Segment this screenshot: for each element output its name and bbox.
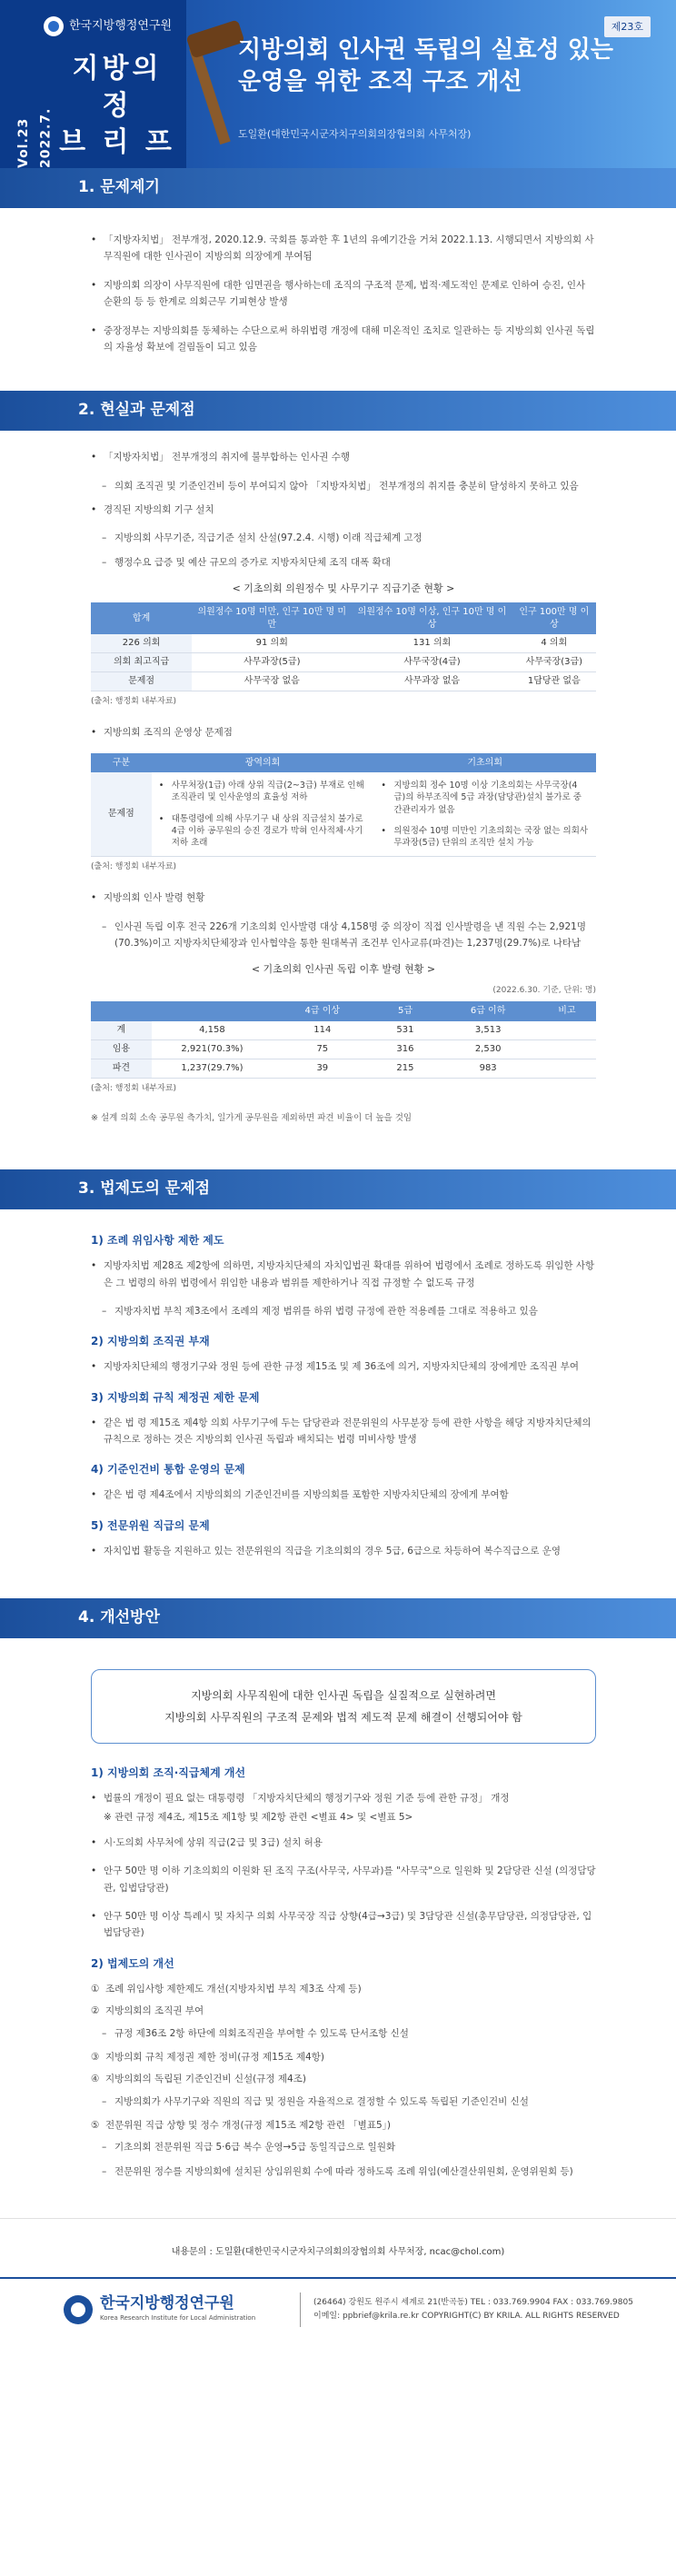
s3-bullet-5: • 자치입법 활동을 지원하고 있는 전문위원의 직급을 기초의회의 경우 5급, 6급으로 차등하여 복수직급으로 운영	[91, 1543, 596, 1559]
table-cell: 문제점	[91, 772, 152, 857]
section-2-body	[0, 431, 676, 1169]
table-cell: 3,513	[438, 1021, 537, 1040]
table-cell: 75	[273, 1039, 372, 1059]
key-message-line2: 지방의회 사무직원의 구조적 문제와 법적 제도적 문제 해결이 선행되어야 함	[164, 1711, 522, 1725]
s4-heading-2: 2) 법제도의 개선	[91, 1956, 174, 1970]
s4-bullet-1: • 법률의 개정이 필요 없는 대통령령 「지방자치단체의 행정기구와 정원 기준 등에 관한 규정」 개정	[91, 1790, 596, 1806]
s2-dash-1: – 의회 조직권 및 기준인건비 등이 부여되지 않아 「지방자치법」 전부개정의 취지를 충분히 달성하지 못하고 있음	[102, 478, 596, 494]
item-text: 전문위원 직급 상향 및 정수 개정(규정 제15조 제2항 관련 「별표5」)	[105, 2120, 391, 2132]
table-cell: 316	[372, 1039, 438, 1059]
s3-heading-2: 2) 지방의회 조직권 부재	[91, 1335, 210, 1348]
table-3-unit: (2022.6.30. 기준, 단위: 명)	[492, 985, 596, 995]
section-3-body	[0, 1209, 676, 1598]
t2-cell-item: • 지방의회 정수 10명 이상 기초의회는 사무국장(4급)의 하부조직에 5급 과장(담당관)설치 불가로 중간관리자가 없음	[381, 780, 589, 816]
s4-item-5	[91, 2117, 596, 2133]
table-row	[91, 1039, 596, 1059]
section-1-header: 1. 문제제기	[0, 168, 676, 208]
s2-bullet-2: • 경직된 지방의회 기구 설치	[91, 502, 596, 518]
table-1-source: (출처: 행정회 내부자료)	[91, 697, 177, 707]
s4-item-2	[91, 2003, 596, 2019]
s4-bullet-1-note: ※ 관련 규정 제4조, 제15조 제1항 및 제2항 관련 <별표 4> 및 <별표 5>	[104, 1811, 413, 1823]
s2-bullet-3: • 지방의회 조직의 운영상 문제점	[91, 724, 596, 741]
t2-cell-item: • 대통령령에 의해 사무기구 내 상위 직급설치 불가로 4급 이하 공무원의 승진 경로가 막혀 인사적체·사기 저하 초래	[159, 813, 367, 850]
item-number: ④	[91, 2074, 100, 2085]
s3-bullet-2: • 지방자치단체의 행정기구와 정원 등에 관한 규정 제15조 및 제 36조에 의거, 지방자치단체의 장에게만 조직권 부여	[91, 1358, 596, 1375]
table-cell	[152, 772, 374, 857]
institute-logo-icon	[64, 2295, 93, 2324]
s3-heading-5: 5) 전문위원 직급의 문제	[91, 1518, 210, 1532]
item-number: ⑤	[91, 2120, 100, 2132]
table-cell: 임용	[91, 1039, 152, 1059]
s3-heading-4: 4) 기준인건비 통합 운영의 문제	[91, 1463, 245, 1477]
s4-bullet-4: • 안구 50만 명 이상 특례시 및 자치구 의회 사무국장 직급 상향(4급→3급) 및 3담당관 신설(총무담당관, 의정담당관, 입법담당관)	[91, 1908, 596, 1942]
footer-divider	[300, 2293, 301, 2327]
table-row	[91, 1021, 596, 1040]
table-1-title: < 기초의회 의원정수 및 사무기구 직급기준 현황 >	[232, 582, 455, 595]
footer-logo-text	[100, 2295, 255, 2324]
item-number: ③	[91, 2051, 100, 2063]
t1-header: 의원정수 10명 이상, 인구 10만 명 이상	[352, 602, 512, 634]
s3-dash-1: – 지방자치법 부칙 제3조에서 조례의 제정 범위를 하위 법령 규정에 관한 적용례를 그대로 적용하고 있음	[102, 1303, 596, 1319]
table-cell: 983	[438, 1059, 537, 1078]
section-3-header: 3. 법제도의 문제점	[0, 1169, 676, 1209]
table-row	[91, 653, 596, 672]
item-text: 조례 위임사항 제한제도 개선(지방자치법 부칙 제3조 삭제 등)	[105, 1983, 362, 1994]
t1-header: 의원정수 10명 미만, 인구 10만 명 미만	[192, 602, 352, 634]
s4-bullet-2: • 시·도의회 사무처에 상위 직급(2급 및 3급) 설치 허용	[91, 1835, 596, 1851]
header-left-panel	[0, 0, 186, 168]
table-3-title: < 기초의회 인사권 독립 이후 발령 현황 >	[251, 963, 436, 976]
brief-title	[58, 51, 176, 162]
section-4-body	[0, 1638, 676, 2218]
s4-bullet-3: • 안구 50만 명 이하 기초의회의 이원화 된 조직 구조(사무국, 사무과)를 "사무국"으로 일원화 및 2담당관 신설 (의정담당관, 입법담당관)	[91, 1863, 596, 1896]
t1-header: 인구 100만 명 이상	[512, 602, 596, 634]
org-logo-icon	[44, 16, 64, 36]
item-text: 지방의회의 조직권 부여	[105, 2005, 204, 2017]
issue-badge: 제23호	[604, 16, 651, 37]
table-cell: 사무과장(5급)	[192, 653, 352, 672]
s3-bullet-1: • 지방자치법 제28조 제2항에 의하면, 지방자치단체의 자치입법권 확대를 위하여 법령에서 조례로 정하도록 위임한 사항은 그 법령의 하위 법령에서 위임한 내용과 범위를 제한하거나 직접 규정할 수 없도록 규정	[91, 1258, 596, 1291]
s1-bullet-1: • 「지방자치법」 전부개정, 2020.12.9. 국회를 통과한 후 1년의 유예기간을 거쳐 2022.1.13. 시행되면서 지방의회 사무직원에 대한 인사권이 지방의회 의장에게 부여됨	[91, 232, 596, 265]
s1-bullet-2: • 지방의회 의장이 사무직원에 대한 임면권을 행사하는데 조직의 구조적 문제, 법적·제도적인 문제로 인하여 승진, 인사 순환의 등 등 한계로 의회근무 기피현상 발생	[91, 277, 596, 311]
org-logo	[44, 16, 172, 37]
table-cell	[538, 1039, 596, 1059]
t2-cell-item: • 의원정수 10명 미만인 기초의회는 국장 없는 의회사무과장(5급) 단위의 조직만 설치 가능	[381, 825, 589, 850]
table-cell: 4 의회	[512, 634, 596, 653]
table-cell: 39	[273, 1059, 372, 1078]
table-cell: 531	[372, 1021, 438, 1040]
footer-logo	[64, 2295, 300, 2324]
org-name: 한국지방행정연구원	[69, 19, 173, 33]
t2-header: 광역의회	[152, 753, 374, 773]
s4-item-5-dash-2: – 전문위원 정수를 지방의회에 설치된 상임위원회 수에 따라 정하도록 조례 위임(예산결산위원회, 운영위원회 등)	[102, 2163, 596, 2180]
t3-header: 5급	[372, 1001, 438, 1021]
institute-name-eng: Korea Research Institute for Local Administration	[100, 2314, 256, 2322]
table-cell: 114	[273, 1021, 372, 1040]
s4-item-2-dash: – 규정 제36조 2항 하단에 의회조직권을 부여할 수 있도록 단서조항 신설	[102, 2025, 596, 2042]
t3-header	[152, 1001, 273, 1021]
item-text: 지방의회의 독립된 기준인건비 신설(규정 제4조)	[105, 2074, 306, 2085]
table-cell: 1,237(29.7%)	[152, 1059, 273, 1078]
key-message-box	[91, 1669, 596, 1744]
page-title	[238, 35, 665, 98]
t2-header: 기초의회	[373, 753, 596, 773]
table-cell: 문제점	[91, 672, 192, 691]
title-line1: 지방의회 인사권 독립의 실효성 있는	[238, 36, 613, 64]
s4-item-4	[91, 2071, 596, 2087]
s2-dash-3: – 행정수요 급증 및 예산 규모의 증가로 지방자치단체 조직 대폭 확대	[102, 554, 596, 571]
brief-title-line1: 지방의정	[72, 53, 163, 122]
t2-header: 구분	[91, 753, 152, 773]
footer-address	[313, 2296, 633, 2322]
title-line2: 운영을 위한 조직 구조 개선	[238, 68, 522, 96]
page-header	[0, 0, 676, 168]
s2-bullet-4: • 지방의회 인사 발령 현황	[91, 890, 596, 906]
s4-item-1	[91, 1981, 596, 1997]
key-message-line1: 지방의회 사무직원에 대한 인사권 독립을 실질적으로 실현하려면	[191, 1689, 496, 1703]
vol-label: Vol.23 2022.7.	[16, 107, 54, 168]
table-cell: 사무과장 없음	[352, 672, 512, 691]
s2-dash-4: – 인사권 독립 이후 전국 226개 기초의회 인사발령 대상 4,158명 중 의장이 직접 인사발령을 낸 직원 수는 2,921명(70.3%)이고 지방자치단체장과 인사협약을 통한 원대복귀 조건부 인사교류(파견)는 1,237명(29.7%)로 나타남	[102, 919, 596, 952]
t2-cell-item: • 사무처장(1급) 아래 상위 직급(2~3급) 부재로 인해 조직관리 및 인사운영의 효율성 저하	[159, 780, 367, 804]
t3-header: 6급 이하	[438, 1001, 537, 1021]
table-cell	[538, 1021, 596, 1040]
table-cell: 계	[91, 1021, 152, 1040]
s4-item-3	[91, 2049, 596, 2065]
table-row	[91, 1059, 596, 1078]
brief-title-line2: 브 리 프	[59, 126, 175, 158]
author: 도일환(대한민국시군자치구의회의장협의회 사무처장)	[238, 128, 472, 140]
table-cell: 사무국장 없음	[192, 672, 352, 691]
s3-heading-3: 3) 지방의회 규칙 제정권 제한 문제	[91, 1390, 260, 1404]
table-cell: 91 의회	[192, 634, 352, 653]
table-cell: 2,921(70.3%)	[152, 1039, 273, 1059]
section-4-header: 4. 개선방안	[0, 1598, 676, 1638]
council-problem-table	[91, 753, 596, 858]
section-2-header: 2. 현실과 문제점	[0, 391, 676, 431]
s3-heading-1: 1) 조례 위임사항 제한 제도	[91, 1234, 224, 1248]
s2-dash-2: – 지방의회 사무기준, 직급기준 설치 산설(97.2.4. 시행) 이래 직급체계 고정	[102, 530, 596, 546]
section-1-body	[0, 208, 676, 391]
t3-header: 4급 이상	[273, 1001, 372, 1021]
table-cell: 사무국장(3급)	[512, 653, 596, 672]
institute-name: 한국지방행정연구원	[100, 2293, 234, 2312]
table-row	[91, 672, 596, 691]
s4-heading-1: 1) 지방의회 조직·직급체계 개선	[91, 1766, 246, 1780]
s2-bullet-1: • 「지방자치법」 전부개정의 취지에 불부합하는 인사권 수행	[91, 449, 596, 465]
s4-item-5-dash-1: – 기초의회 전문위원 직급 5·6급 복수 운영→5급 동일직급으로 일원화	[102, 2139, 596, 2155]
t3-header: 비고	[538, 1001, 596, 1021]
table-2-source: (출처: 행정회 내부자료)	[91, 862, 177, 872]
table-cell: 215	[372, 1059, 438, 1078]
s3-bullet-3: • 같은 법 령 제15조 제4항 의회 사무기구에 두는 담당관과 전문위원의 사무분장 등에 관한 사항을 해당 지방자치단체의 규칙으로 정하는 것은 지방의회 인사권 독립과 배치되는 법령 미비사항 발생	[91, 1415, 596, 1448]
t3-header	[91, 1001, 152, 1021]
appointment-table	[91, 1001, 596, 1079]
table-cell: 226 의회	[91, 634, 192, 653]
page-footer	[0, 2277, 676, 2341]
item-number: ①	[91, 1983, 100, 1994]
table-3-source: (출처: 행정회 내부자료)	[91, 1083, 177, 1093]
table-cell	[538, 1059, 596, 1078]
address-line-2: 이메일: ppbrief@krila.re.kr COPYRIGHT(C) BY KRILA. ALL RIGHTS RESERVED	[313, 2311, 620, 2321]
t1-header: 합계	[91, 602, 192, 634]
address-line-1: (26464) 강원도 원주시 세계로 21(반곡동) TEL : 033.769.9904 FAX : 033.769.9805	[313, 2298, 633, 2308]
s2-footnote: ※ 설계 의회 소속 공무원 측가치, 일가게 공무원을 제외하면 파견 비율이 더 높을 것임	[91, 1112, 413, 1123]
table-row	[91, 772, 596, 857]
table-cell: 의회 최고직급	[91, 653, 192, 672]
s4-item-4-dash: – 지방의회가 사무기구와 직원의 직급 및 정원을 자율적으로 결정할 수 있도록 독립된 기준인건비 신설	[102, 2094, 596, 2110]
table-cell: 131 의회	[352, 634, 512, 653]
table-cell	[373, 772, 596, 857]
item-text: 지방의회 규칙 제정권 제한 정비(규정 제15조 제4항)	[105, 2051, 324, 2063]
table-cell: 파견	[91, 1059, 152, 1078]
table-cell: 4,158	[152, 1021, 273, 1040]
table-cell: 1담당관 없음	[512, 672, 596, 691]
item-number: ②	[91, 2005, 100, 2017]
table-row	[91, 634, 596, 653]
council-staff-table	[91, 602, 596, 691]
s1-bullet-3: • 중장정부는 지방의회를 동체하는 수단으로써 하위법령 개정에 대해 미온적인 조치로 일관하는 등 지방의회 인사권 독립의 자율성 확보에 걸림돌이 되고 있음	[91, 323, 596, 356]
table-cell: 2,530	[438, 1039, 537, 1059]
contact-info: 내용문의 : 도일환(대한민국시군자치구의회의장협의회 사무처장, ncac@chol.com)	[0, 2218, 676, 2277]
s3-bullet-4: • 같은 법 령 제4조에서 지방의회의 기준인건비를 지방의회를 포함한 지방자치단체의 장에게 부여함	[91, 1487, 596, 1503]
table-cell: 사무국장(4급)	[352, 653, 512, 672]
